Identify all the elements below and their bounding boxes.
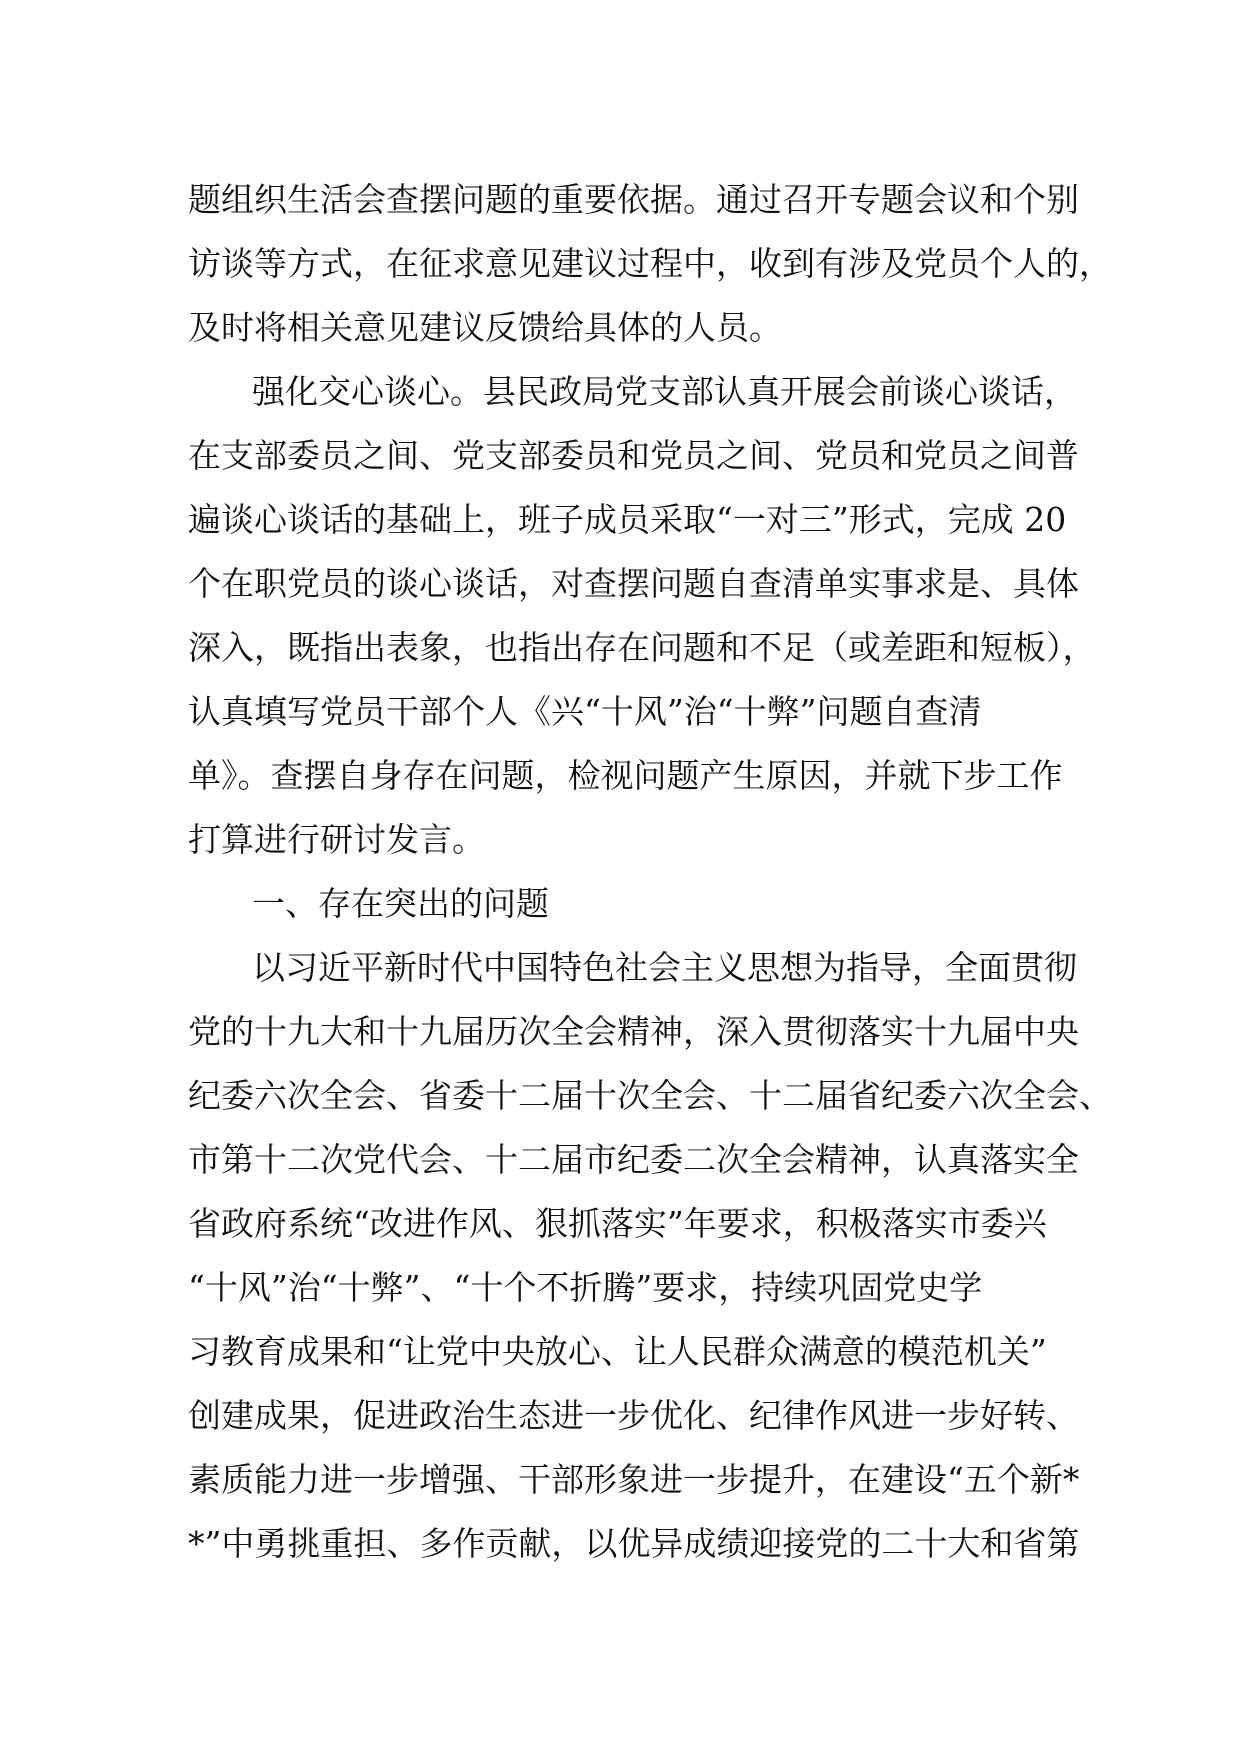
- text-line: 访谈等方式，在征求意见建议过程中，收到有涉及党员个人的，: [188, 244, 1112, 283]
- text-line: 在支部委员之间、党支部委员和党员之间、党员和党员之间普: [188, 436, 1079, 475]
- text-line: 及时将相关意见建议反馈给具体的人员。: [188, 308, 782, 347]
- text-line: 省政府系统“改进作风、狠抓落实”年要求，积极落实市委兴: [188, 1204, 1047, 1243]
- text-line: “十风”治“十弊”、“十个不折腾”要求，持续巩固党史学: [188, 1268, 983, 1307]
- text-line: 纪委六次全会、省委十二届十次全会、十二届省纪委六次全会、: [188, 1076, 1112, 1115]
- text-line: 认真填写党员干部个人《兴“十风”治“十弊”问题自查清: [188, 692, 982, 731]
- text-line: 单》。查摆自身存在问题，检视问题产生原因，并就下步工作: [188, 756, 1063, 795]
- paragraph-start-line: 以习近平新时代中国特色社会主义思想为指导，全面贯彻: [252, 948, 1077, 987]
- text-line: 市第十二次党代会、十二届市纪委二次全会精神，认真落实全: [188, 1140, 1079, 1179]
- text-line: 打算进行研讨发言。: [188, 820, 485, 859]
- text-line: *”中勇挑重担、多作贡献，以优异成绩迎接党的二十大和省第: [188, 1524, 1080, 1563]
- text-line: 个在职党员的谈心谈话，对查摆问题自查清单实事求是、具体: [188, 564, 1079, 603]
- text-line: 习教育成果和“让党中央放心、让人民群众满意的模范机关”: [188, 1332, 1047, 1371]
- text-line: 遍谈心谈话的基础上，班子成员采取“一对三”形式，完成 20: [188, 500, 1067, 539]
- text-line: 深入，既指出表象，也指出存在问题和不足（或差距和短板），: [188, 628, 1096, 667]
- paragraph-start-line: 强化交心谈心。县民政局党支部认真开展会前谈心谈话，: [252, 372, 1077, 411]
- text-line: 党的十九大和十九届历次全会精神，深入贯彻落实十九届中央: [188, 1012, 1079, 1051]
- text-line: 题组织生活会查摆问题的重要依据。通过召开专题会议和个别: [188, 180, 1079, 219]
- text-line: 创建成果，促进政治生态进一步优化、纪律作风进一步好转、: [188, 1396, 1079, 1435]
- document-body: [188, 168, 1112, 1576]
- text-line: 素质能力进一步增强、干部形象进一步提升，在建设“五个新*: [188, 1460, 1080, 1499]
- section-heading: 一、存在突出的问题: [252, 884, 549, 923]
